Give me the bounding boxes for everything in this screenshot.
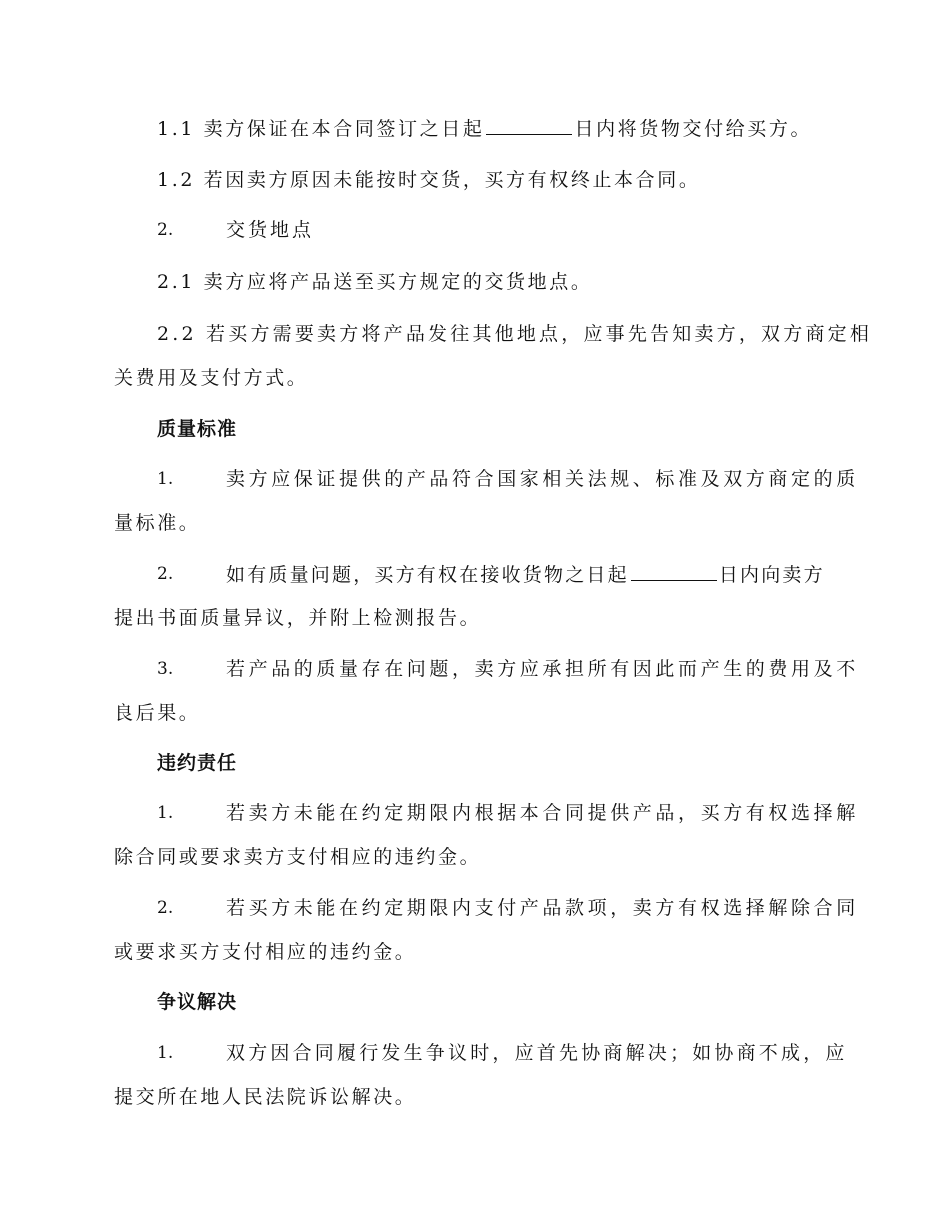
liability-item-2-number: 2. [157, 898, 174, 918]
quality-item-2-line-2: 提出书面质量异议，并附上检测报告。 [114, 607, 482, 629]
clause-1-1 [157, 116, 812, 141]
dispute-item-1-number: 1. [157, 1043, 174, 1063]
clause-1-1-text-end: 日内将货物交付给买方。 [574, 118, 813, 140]
section-2-title: 交货地点 [226, 219, 315, 241]
quality-item-1-line-1: 卖方应保证提供的产品符合国家相关法规、标准及双方商定的质 [226, 468, 859, 490]
quality-item-1-number: 1. [157, 469, 174, 489]
quality-item-3-line-1: 若产品的质量存在问题，卖方应承担所有因此而产生的费用及不 [226, 658, 859, 680]
quality-item-2-text-end: 日内向卖方 [718, 564, 825, 586]
liability-item-1-line-1: 若卖方未能在约定期限内根据本合同提供产品，买方有权选择解 [226, 802, 859, 824]
liability-item-2-line-2: 或要求买方支付相应的违约金。 [114, 941, 417, 963]
liability-item-1-number: 1. [157, 803, 174, 823]
clause-2-2-line-2: 关费用及支付方式。 [114, 367, 309, 389]
quality-item-1-line-2: 量标准。 [114, 512, 201, 534]
quality-heading: 质量标准 [157, 418, 238, 440]
fill-in-blank-days[interactable] [486, 116, 572, 135]
section-2-number: 2. [157, 220, 174, 240]
liability-heading: 违约责任 [157, 752, 238, 774]
dispute-heading: 争议解决 [157, 991, 238, 1013]
dispute-item-1-line-2: 提交所在地人民法院诉讼解决。 [114, 1086, 417, 1108]
liability-item-2-line-1: 若买方未能在约定期限内支付产品款项，卖方有权选择解除合同 [226, 897, 859, 919]
clause-1-2: 1.2 若因卖方原因未能按时交货，买方有权终止本合同。 [157, 169, 701, 191]
clause-2-2-line-1: 2.2 若买方需要卖方将产品发往其他地点，应事先告知卖方，双方商定相 [157, 323, 873, 345]
liability-item-1-line-2: 除合同或要求卖方支付相应的违约金。 [114, 846, 482, 868]
quality-item-3-line-2: 良后果。 [114, 702, 201, 724]
quality-item-2-number: 2. [157, 564, 174, 584]
clause-2-1: 2.1 卖方应将产品送至买方规定的交货地点。 [157, 271, 593, 293]
quality-item-2-text-start: 如有质量问题，买方有权在接收货物之日起 [226, 564, 629, 586]
fill-in-blank-days[interactable] [631, 562, 717, 581]
dispute-item-1-line-1: 双方因合同履行发生争议时，应首先协商解决；如协商不成，应 [226, 1042, 848, 1064]
quality-item-3-number: 3. [157, 659, 174, 679]
quality-item-2-line-1 [226, 562, 825, 587]
clause-1-1-text-start: 1.1 卖方保证在本合同签订之日起 [157, 118, 485, 140]
